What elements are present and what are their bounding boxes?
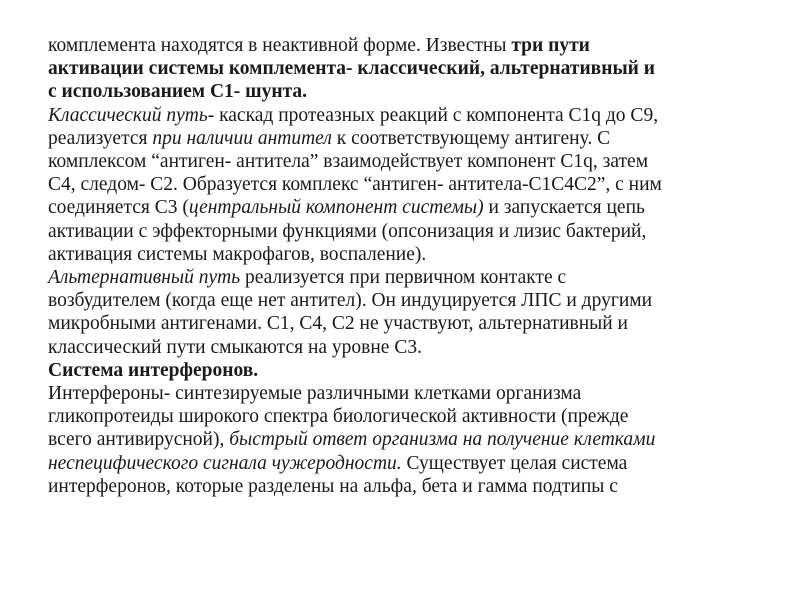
line-20 (48, 475, 768, 498)
line-14 (48, 336, 768, 359)
text-run: Классический путь (48, 104, 208, 126)
text-run: Существует целая система (401, 452, 628, 474)
line-13 (48, 312, 768, 335)
line-9 (48, 220, 768, 243)
line-7 (48, 173, 768, 196)
document-text (48, 34, 768, 498)
line-6 (48, 150, 768, 173)
text-run: возбудителем (когда еще нет антител). Он индуцируется ЛПС и другими (48, 290, 653, 312)
text-run: гликопротеиды широкого спектра биологической активности (прежде (48, 406, 629, 428)
line-3 (48, 80, 768, 103)
text-run: центральный компонент системы) (188, 197, 484, 219)
text-run: быстрый ответ организма на получение клетками (229, 429, 656, 451)
text-run: интерферонов, которые разделены на альфа, бета и гамма подтипы с (48, 475, 618, 497)
text-run: к соответствующему антигену. С (331, 127, 611, 149)
line-18 (48, 428, 768, 451)
text-run: микробными антигенами. С1, С4, С2 не участвуют, альтернативный и (48, 313, 628, 335)
line-19 (48, 452, 768, 475)
line-11 (48, 266, 768, 289)
text-run: при наличии антител (152, 127, 332, 149)
text-run: С4, следом- С2. Образуется комплекс “антиген- антитела-С1С4С2”, с ним (48, 174, 662, 196)
text-run: активации системы комплемента- классический, альтернативный и (48, 58, 656, 80)
text-run: - каскад протеазных реакций с компонента С1q до С9, (207, 104, 659, 126)
text-run: активация системы макрофагов, воспаление). (48, 243, 427, 265)
line-2 (48, 57, 768, 80)
text-run: соединяется С3 ( (48, 197, 189, 219)
text-run: и запускается цепь (483, 197, 645, 219)
line-1 (48, 34, 768, 57)
section-heading (48, 359, 768, 382)
line-17 (48, 405, 768, 428)
text-run: активации с эффекторными функциями (опсонизация и лизис бактерий, (48, 220, 647, 242)
text-run: с использованием С1- шунта. (48, 81, 308, 103)
line-8 (48, 196, 768, 219)
text-run: комплемента находятся в неактивной форме. Известны (48, 35, 512, 56)
text-run: три пути (511, 35, 590, 56)
line-16 (48, 382, 768, 405)
text-run: комплексом “антиген- антитела” взаимодействует компонент С1q, затем (48, 151, 649, 173)
text-run: классический пути смыкаются на уровне С3. (48, 336, 422, 358)
text-run: неспецифического сигнала чужеродности. (48, 452, 402, 474)
text-run: Система интерферонов. (48, 359, 259, 381)
line-12 (48, 289, 768, 312)
text-run: Альтернативный путь (48, 267, 241, 289)
text-run: реализуется (48, 127, 153, 149)
line-4 (48, 104, 768, 127)
text-run: реализуется при первичном контакте с (240, 267, 567, 289)
line-10 (48, 243, 768, 266)
text-run: всего антивирусной), (48, 429, 230, 451)
line-5 (48, 127, 768, 150)
text-run: Интерфероны- синтезируемые различными клетками организма (48, 383, 582, 405)
